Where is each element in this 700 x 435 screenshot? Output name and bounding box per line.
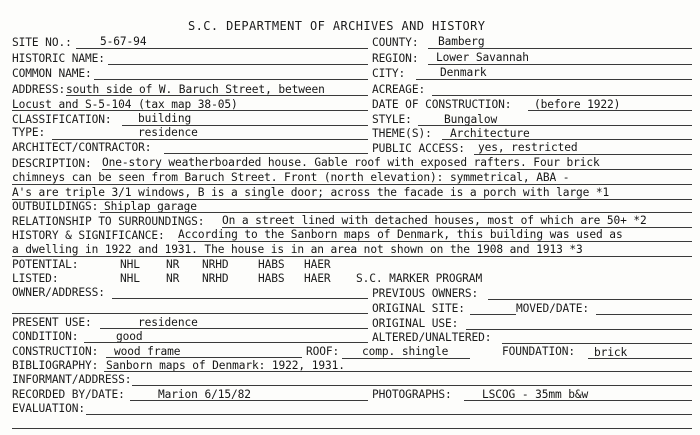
address-line-1: south side of W. Baruch Street, between: [66, 83, 325, 96]
date-construction-underline: [528, 110, 692, 111]
classification-label: CLASSIFICATION:: [12, 113, 112, 126]
relationship-label: RELATIONSHIP TO SURROUNDINGS:: [12, 215, 205, 228]
architect-underline: [164, 153, 368, 154]
description-line-2: chimneys can be seen from Baruch Street. Front (north elevation): symmetrical, ABA -: [12, 171, 570, 184]
date-construction-value: (before 1922): [534, 98, 621, 111]
history-line-2: a dwelling in 1922 and 1931. The house is in an area not shown on the 1908 and 1913 *3: [12, 243, 583, 256]
roof-value: comp. shingle: [362, 345, 449, 358]
site-no-underline: [76, 48, 368, 49]
foundation-value: brick: [594, 346, 628, 359]
condition-value: good: [116, 330, 143, 343]
moved-date-underline: [596, 314, 692, 315]
altered-label: ALTERED/UNALTERED:: [372, 331, 492, 344]
style-label: STYLE:: [372, 113, 412, 126]
common-name-underline: [94, 79, 368, 80]
marker-program-label: S.C. MARKER PROGRAM: [356, 272, 483, 285]
theme-label: THEME(S):: [372, 127, 432, 140]
condition-underline: [84, 342, 368, 343]
owner-label: OWNER/ADDRESS:: [12, 286, 105, 299]
original-site-label: ORIGINAL SITE:: [372, 302, 465, 315]
informant-underline: [132, 385, 692, 386]
common-name-label: COMMON NAME:: [12, 67, 92, 80]
county-value: Bamberg: [438, 35, 485, 48]
present-use-value: residence: [138, 316, 198, 329]
roof-label: ROOF:: [306, 345, 340, 358]
relationship-value: On a street lined with detached houses, most of which are 50+ *2: [222, 214, 647, 227]
present-use-label: PRESENT USE:: [12, 316, 92, 329]
outbuildings-underline: [100, 212, 692, 213]
altered-underline: [502, 343, 692, 344]
condition-label: CONDITION:: [12, 330, 79, 343]
moved-date-label: MOVED/DATE:: [516, 302, 589, 315]
public-access-value: yes, restricted: [478, 141, 578, 154]
history-underline-1: [178, 241, 692, 242]
region-label: REGION:: [372, 52, 419, 65]
type-label: TYPE:: [12, 126, 46, 139]
photographs-value: LSCOG - 35mm b&w: [482, 388, 589, 401]
style-value: Bungalow: [444, 113, 498, 126]
original-use-label: ORIGINAL USE:: [372, 317, 459, 330]
acreage-label: ACREAGE:: [372, 83, 426, 96]
owner-underline-2: [12, 313, 368, 314]
recorded-label: RECORDED BY/DATE:: [12, 388, 125, 401]
address-label: ADDRESS:: [12, 83, 66, 96]
county-label: COUNTY:: [372, 36, 419, 49]
region-value: Lower Savannah: [436, 51, 529, 64]
county-underline: [428, 48, 692, 49]
potential-code-nhl: NHL: [120, 258, 140, 271]
informant-label: INFORMANT/ADDRESS:: [12, 373, 132, 386]
history-line-1: According to the Sanborn maps of Denmark, this building was used as: [178, 228, 623, 241]
site-no-label: SITE NO.:: [12, 36, 72, 49]
description-line-3: A's are triple 3/1 windows, B is a single door; across the facade is a porch with large *1: [12, 186, 610, 199]
potential-code-habs: HABS: [258, 258, 285, 271]
address-underline-2: [12, 110, 368, 111]
photographs-underline: [464, 400, 692, 401]
description-underline-1: [102, 169, 692, 170]
potential-code-nrhd: NRHD: [202, 258, 229, 271]
description-label: DESCRIPTION:: [12, 157, 92, 170]
construction-label: CONSTRUCTION:: [12, 345, 99, 358]
construction-underline: [106, 357, 302, 358]
foundation-label: FOUNDATION:: [502, 345, 575, 358]
architect-label: ARCHITECT/CONTRACTOR:: [12, 141, 152, 154]
historic-name-underline: [108, 64, 368, 65]
style-underline: [418, 125, 692, 126]
city-underline: [416, 79, 692, 80]
outbuildings-value: Shiplap garage: [104, 200, 197, 213]
description-underline-2: [12, 184, 692, 185]
history-label: HISTORY & SIGNIFICANCE:: [12, 229, 165, 242]
original-use-underline: [466, 329, 692, 330]
listed-code-nrhd: NRHD: [202, 272, 229, 285]
potential-code-haer: HAER: [304, 258, 331, 271]
listed-code-habs: HABS: [258, 272, 285, 285]
historic-name-label: HISTORIC NAME:: [12, 52, 105, 65]
theme-value: Architecture: [450, 127, 530, 140]
history-underline-2: [12, 256, 692, 257]
listed-code-nr: NR: [166, 272, 180, 285]
previous-owners-label: PREVIOUS OWNERS:: [372, 287, 479, 300]
city-label: CITY:: [372, 67, 406, 80]
outbuildings-label: OUTBUILDINGS:: [12, 200, 99, 213]
type-underline: [52, 139, 368, 140]
city-value: Denmark: [440, 66, 487, 79]
public-access-underline: [474, 154, 692, 155]
public-access-label: PUBLIC ACCESS:: [372, 142, 465, 155]
theme-underline: [442, 139, 692, 140]
foundation-underline: [588, 358, 692, 359]
evaluation-underline: [86, 414, 692, 415]
region-underline: [428, 64, 692, 65]
potential-label: POTENTIAL:: [12, 258, 79, 271]
present-use-underline: [100, 328, 368, 329]
potential-code-nr: NR: [166, 258, 180, 271]
bibliography-value: Sanborn maps of Denmark: 1922, 1931.: [106, 359, 345, 372]
bibliography-underline: [104, 371, 692, 372]
recorded-underline: [130, 400, 368, 401]
listed-label: LISTED:: [12, 272, 59, 285]
bibliography-label: BIBLIOGRAPHY:: [12, 359, 99, 372]
previous-owners-underline: [488, 299, 692, 300]
date-construction-label: DATE OF CONSTRUCTION:: [372, 98, 512, 111]
classification-value: building: [138, 112, 192, 125]
evaluation-underline-2: [12, 428, 692, 429]
listed-code-nhl: NHL: [120, 272, 140, 285]
type-value: residence: [138, 126, 198, 139]
address-underline-1: [66, 95, 368, 96]
address-line-2: Locust and S-5-104 (tax map 38-05): [12, 98, 238, 111]
owner-underline: [112, 298, 368, 299]
roof-underline: [342, 358, 470, 359]
listed-code-haer: HAER: [304, 272, 331, 285]
construction-value: wood frame: [114, 345, 181, 358]
form-title: S.C. DEPARTMENT OF ARCHIVES AND HISTORY: [188, 19, 486, 33]
acreage-underline: [432, 95, 692, 96]
evaluation-label: EVALUATION:: [12, 402, 85, 415]
description-line-1: One-story weatherboarded house. Gable roof with exposed rafters. Four brick: [102, 156, 600, 169]
recorded-value: Marion 6/15/82: [158, 388, 251, 401]
original-site-underline: [470, 314, 516, 315]
site-no-value: 5-67-94: [100, 35, 147, 48]
photographs-label: PHOTOGRAPHS:: [372, 388, 452, 401]
